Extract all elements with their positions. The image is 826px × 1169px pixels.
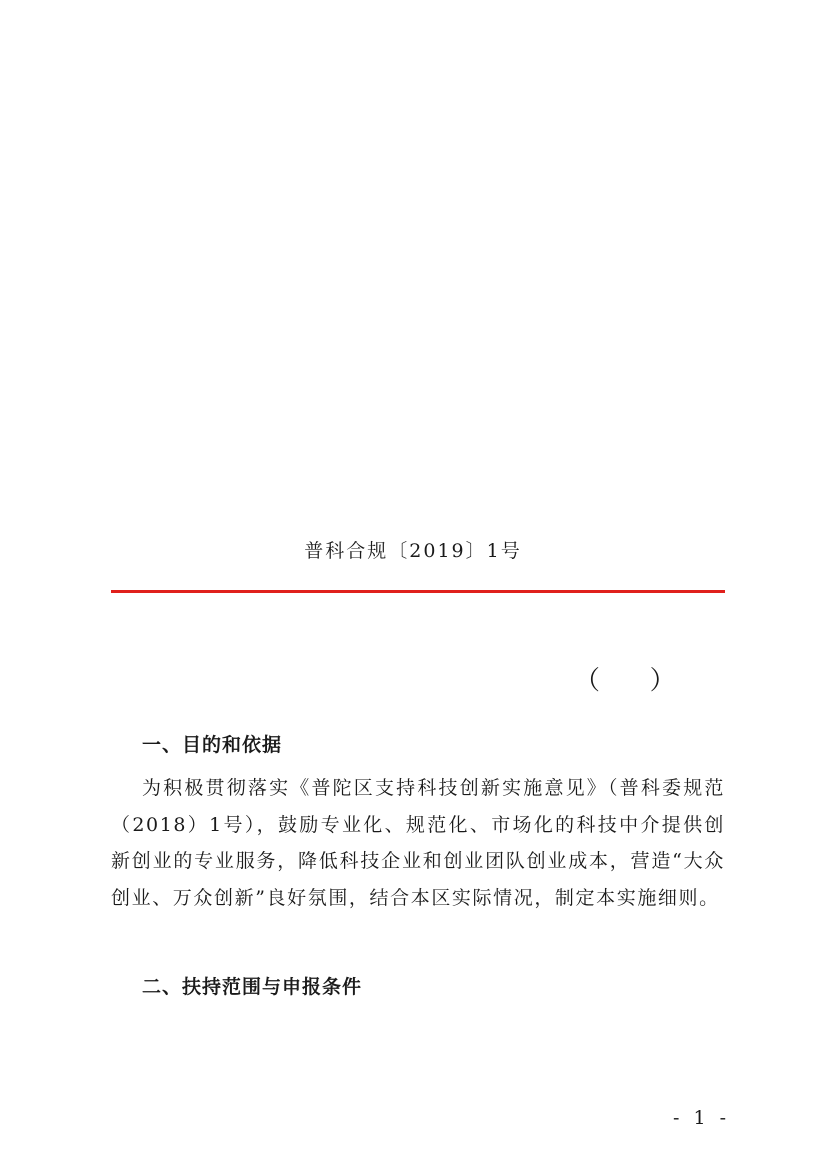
section-heading-scope: 二、扶持范围与申报条件 [142,976,363,998]
page-number: - 1 - [672,1107,730,1129]
red-separator-line [111,590,725,593]
title-parenthesis: （ ） [574,666,676,696]
section-heading-purpose: 一、目的和依据 [142,734,283,756]
section-body-purpose: 为积极贯彻落实《普陀区支持科技创新实施意见》（普科委规范（2018）1号），鼓励专业化、规范化、市场化的科技中介提供创新创业的专业服务，降低科技企业和创业团队创业成本，营造“大众创业、万众创新”良好氛围，结合本区实际情况，制定本实施细则。 [111,777,725,909]
document-number: 普科合规〔2019〕1号 [304,540,522,562]
